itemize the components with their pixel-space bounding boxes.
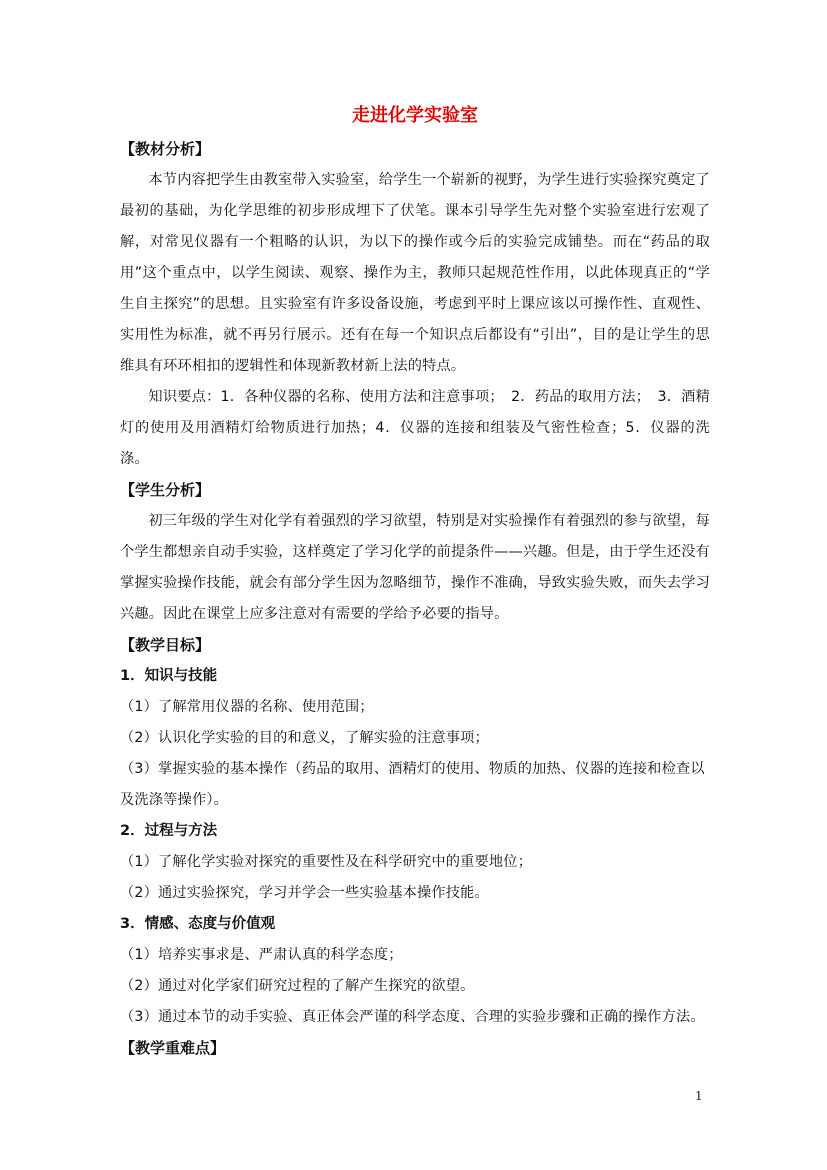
section-heading-key-difficulties: 【教学重难点】	[120, 1039, 226, 1057]
textbook-analysis-paragraph: 本节内容把学生由教室带入实验室，给学生一个崭新的视野，为学生进行实验探究奠定了最初的基础，为化学思维的初步形成埋下了伏笔。课本引导学生先对整个实验室进行宏观了解，对常见仪器有一个粗略的认识，为以下的操作或今后的实验完成铺垫。而在“药品的取用”这个重点中，以学生阅读、观察、操作为主，教师只起规范性作用，以此体现真正的“学生自主探究”的思想。且实验室有许多设备设施，考虑到平时上课应该以可操作性、直观性、实用性为标准，就不再另行展示。还有在每一个知识点后都设有“引出”，目的是让学生的思维具有环环相扣的逻辑性和体现新教材新上法的特点。	[120, 172, 710, 374]
goal-item: （1）了解化学实验对探究的重要性及在科学研究中的重要地位；	[120, 854, 533, 870]
section-heading-student-analysis: 【学生分析】	[120, 481, 211, 499]
goal-item: （1）了解常用仪器的名称、使用范围；	[120, 699, 374, 715]
goal-item: （3）通过本节的动手实验、真正体会严谨的科学态度、合理的实验步骤和正确的操作方法。	[120, 1009, 705, 1025]
section-heading-teaching-goals: 【教学目标】	[120, 636, 211, 654]
goal-item: （1）培养实事求是、严肃认真的科学态度；	[120, 947, 403, 963]
goal-group-title: 3．情感、态度与价值观	[120, 916, 276, 932]
document-title: 走进化学实验室	[352, 105, 478, 126]
document-body	[120, 102, 710, 1064]
goal-item: （3）掌握实验的基本操作（药品的取用、酒精灯的使用、物质的加热、仪器的连接和检查以及洗涤等操作）。	[120, 761, 705, 808]
section-heading-textbook-analysis: 【教材分析】	[120, 140, 211, 158]
goal-item: （2）通过实验探究，学习并学会一些实验基本操作技能。	[120, 885, 489, 901]
goal-group-title: 1．知识与技能	[120, 668, 218, 684]
knowledge-points-paragraph: 知识要点：1．各种仪器的名称、使用方法和注意事项； 2．药品的取用方法； 3．酒精灯的使用及用酒精灯给物质进行加热；4．仪器的连接和组装及气密性检查；5．仪器的洗涤。	[120, 389, 710, 467]
student-analysis-paragraph: 初三年级的学生对化学有着强烈的学习欲望，特别是对实验操作有着强烈的参与欲望，每个学生都想亲自动手实验，这样奠定了学习化学的前提条件——兴趣。但是，由于学生还没有掌握实验操作技能，就会有部分学生因为忽略细节，操作不准确，导致实验失败，而失去学习兴趣。因此在课堂上应多注意对有需要的学给予必要的指导。	[120, 513, 710, 622]
page-number: 1	[695, 1089, 703, 1103]
goal-item: （2）通过对化学家们研究过程的了解产生探究的欲望。	[120, 978, 475, 994]
goal-item: （2）认识化学实验的目的和意义，了解实验的注意事项；	[120, 730, 489, 746]
goal-group-title: 2．过程与方法	[120, 823, 218, 839]
